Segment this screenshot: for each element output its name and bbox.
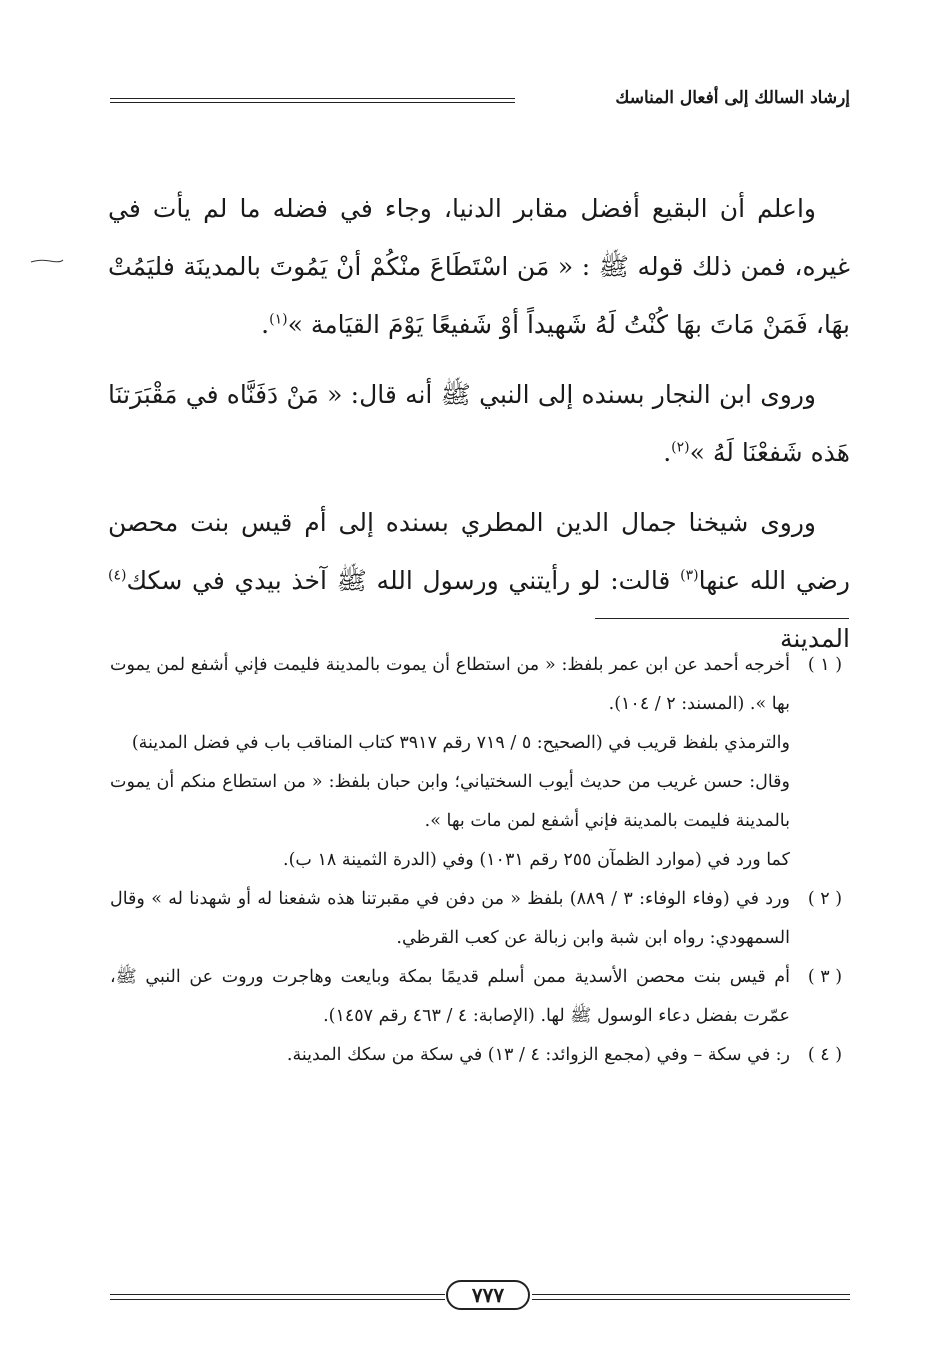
book-title: إرشاد السالك إلى أفعال المناسك: [615, 88, 850, 108]
paragraph-3-text-a: وروى شيخنا جمال الدين المطري بسنده إلى أم قيس بنت محصن رضي الله عنها: [108, 508, 850, 595]
footnote-number: ( ٤ ): [807, 1045, 843, 1065]
footnote-paragraph: والترمذي بلفظ قريب في (الصحيح: ٥ / ٧١٩ رقم ٣٩١٧ كتاب المناقب باب في فضل المدينة): [131, 733, 790, 753]
footnote-paragraph: أم قيس بنت محصن الأسدية ممن أسلم قديمًا بمكة وبايعت وهاجرت وروت عن النبي ﷺ، عمّرت بفضل دعاء الوسول ﷺ لها. (الإصابة: ٤ / ٤٦٣ رقم ١٤٥٧).: [110, 967, 790, 1026]
footnote-number: ( ٣ ): [807, 967, 843, 987]
paragraph-2: [108, 366, 850, 482]
header-rule: [110, 98, 515, 103]
paragraph-2-text: وروى ابن النجار بسنده إلى النبي ﷺ أنه قال: « مَنْ دَفَنَّاه في مَقْبَرَتنَا هَذه شَفعْنَا لَهُ »: [108, 380, 850, 467]
paragraph-1-tail: .: [261, 310, 270, 339]
footnote-ref-3[interactable]: (٣): [680, 567, 699, 584]
footer-rule-right: [532, 1294, 850, 1300]
footer-rule-left: [110, 1294, 445, 1300]
footnote-paragraph: أخرجه أحمد عن ابن عمر بلفظ: « من استطاع أن يموت بالمدينة فليمت فإني أشفع لمن يموت بها ». (المسند: ٢ / ١٠٤).: [110, 655, 790, 714]
footnote-paragraph: ورد في (وفاء الوفاء: ٣ / ٨٨٩) بلفظ « من دفن في مقبرتنا هذه شفعنا له أو شهدنا له » وقال السمهودي: رواه ابن شبة وابن زبالة عن كعب القرظي.: [110, 889, 790, 948]
main-text: [108, 180, 850, 680]
footnote-3: [110, 958, 850, 1036]
paragraph-3: [108, 494, 850, 668]
footnote-ref-4[interactable]: (٤): [108, 567, 127, 584]
margin-mark: [30, 258, 64, 264]
footnote-paragraph: وقال: حسن غريب من حديث أيوب السختياني؛ وابن حبان بلفظ: « من استطاع منكم أن يموت بالمدينة فليمت بالمدينة فإني أشفع لمن مات بها ».: [110, 772, 790, 831]
footnote-paragraph: كما ورد في (موارد الظمآن ٢٥٥ رقم ١٠٣١) وفي (الدرة الثمينة ١٨ ب).: [283, 850, 790, 870]
paragraph-1-text: واعلم أن البقيع أفضل مقابر الدنيا، وجاء في فضله ما لم يأت في غيره، فمن ذلك قوله ﷺ : « مَن اسْتَطَاعَ منْكُمْ أنْ يَمُوتَ بالمدينَة فليَمُتْ بهَا، فَمَنْ مَاتَ بهَا كُنْتُ لَهُ شَهيداً أوْ شَفيعًا يَوْمَ القيَامة »: [108, 194, 850, 339]
page-footer: [110, 1280, 850, 1314]
footnote-ref-2[interactable]: (٢): [671, 439, 690, 456]
footnote-number: ( ١ ): [807, 655, 843, 675]
footnote-2: [110, 880, 850, 958]
footnote-1: [110, 646, 850, 880]
paragraph-3-text-c: المدينة: [779, 624, 850, 653]
footnotes: [110, 646, 850, 1075]
footnote-paragraph: ر: في سكة – وفي (مجمع الزوائد: ٤ / ١٣) في سكة من سكك المدينة.: [286, 1045, 790, 1065]
paragraph-2-tail: .: [663, 438, 672, 467]
footnote-separator: [595, 618, 849, 619]
footnote-number: ( ٢ ): [807, 889, 843, 909]
page-number: ٧٧٧: [446, 1280, 530, 1310]
paragraph-1: [108, 180, 850, 354]
paragraph-3-text-b: قالت: لو رأيتني ورسول الله ﷺ آخذ بيدي في سكك: [126, 566, 671, 595]
footnote-4: [110, 1036, 850, 1075]
running-header: [110, 88, 850, 114]
footnote-ref-1[interactable]: (١): [269, 311, 288, 328]
